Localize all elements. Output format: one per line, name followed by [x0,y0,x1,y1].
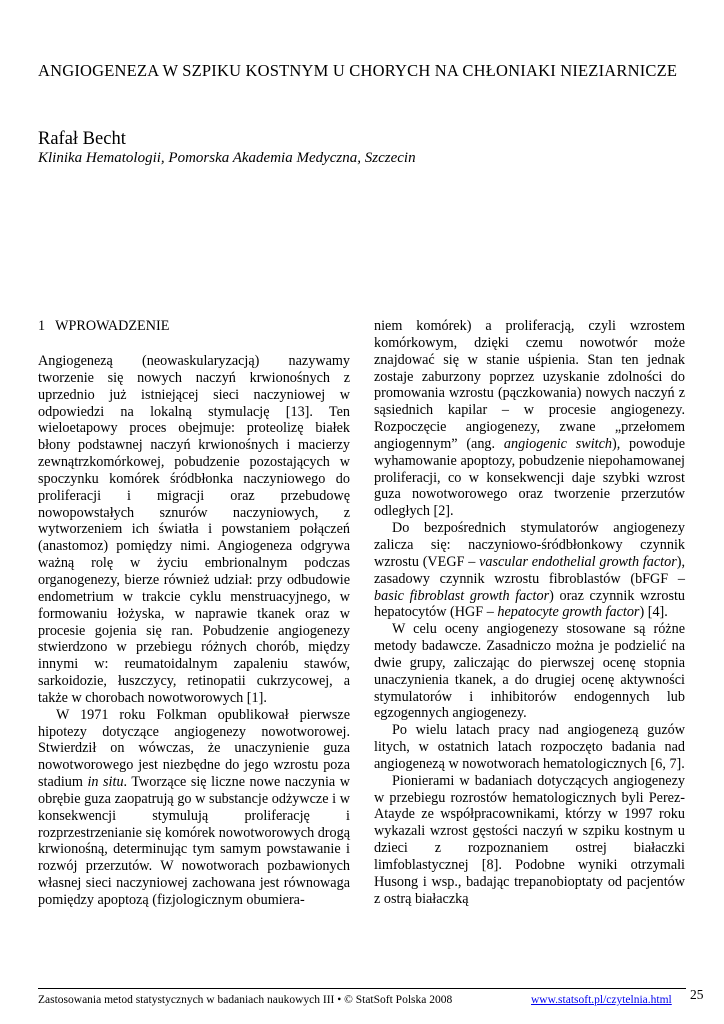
paragraph: niem komórek) a proliferacją, czyli wzrostem komórkowym, dzięki czemu nowotwór może znajdować się w stanie uśpienia. Stan ten jednak zostaje zaburzony poprzez uzyskanie zdolności do promowania wzrostu (pączkowania) nowych naczyń z sąsiednich kapilar – w procesie angiogenezy. Rozpoczęcie angiogenezy, zwane „przełomem angiogennym” (ang. angiogenic switch), powoduje wyhamowanie apoptozy, pobudzenie niepohamowanej proliferacji, co w konsekwencji daje szybki wzrost guza nowotworowego oraz tworzenie przerzutów odległych [2]. [374,318,685,520]
paragraph: Angiogenezą (neowaskularyzacją) nazywamy tworzenie się nowych naczyń krwionośnych z uprzednio już istniejącej sieci naczyniowej w odpowiedzi na lokalną stymulację [13]. Ten wieloetapowy proces obejmuje: proteolizę białek błony podstawnej naczyń krwionośnych i macierzy zewnątrzkomórkowej, pobudzenie pozostających w spoczynku komórek śródbłonka naczyniowego do proliferacji i migracji oraz przebudowę nowopowstałych sznurów naczyniowych, z wytworzeniem ich światła i powstaniem połączeń (anastomoz) pomiędzy nimi. Angiogeneza odgrywa ważną rolę w życiu embrionalnym podczas organogenezy, bierze również udział: przy odbudowie endometrium w trakcie cyklu menstruacyjnego, w formowaniu łożyska, w naprawie tkanek oraz w procesie gojenia się ran. Pobudzenie angiogenezy stwierdzono w przebiegu różnych chorób, między innymi w: reumatoidalnym zapaleniu stawów, sarkoidozie, łuszczycy, retinopatii cukrzycowej, a także w chorobach nowotworowych [1]. [38,353,350,706]
paragraph: Po wielu latach pracy nad angiogenezą guzów litych, w ostatnich latach rozpoczęto badania nad angiogenezą w nowotworach hematologicznych [6, 7]. [374,722,685,772]
author-affiliation: Klinika Hematologii, Pomorska Akademia Medyczna, Szczecin [38,150,416,166]
author-name: Rafał Becht [38,129,126,149]
right-column [374,318,685,908]
footer-divider [38,988,686,989]
paragraph: W 1971 roku Folkman opublikował pierwsze hipotezy dotyczące angiogenezy nowotworowej. Stwierdził on wówczas, że unaczynienie guza nowotworowego jest niezbędne do jego wzrostu poza stadium in situ. Tworzące się liczne nowe naczynia w obrębie guza zaopatrują go w substancje odżywcze i w konsekwencji stymulują proliferację i rozprzestrzenianie się komórek nowotworowych drogą krwionośną, determinując tym samym powstawanie i rozwój przerzutów. W nowotworach pozbawionych własnej sieci naczyniowej zachowana jest równowaga pomiędzy apoptozą (fizjologicznym obumiera- [38,706,351,908]
paragraph: Pionierami w badaniach dotyczących angiogenezy w przebiegu rozrostów hematologicznych byli Perez-Atayde ze współpracownikami, którzy w 1997 roku wykazali wzrost gęstości naczyń w szpiku kostnym u dzieci z rozpoznaniem ostrej białaczki limfoblastycznej [8]. Podobne wyniki otrzymali Husong i wsp., badając trepanobioptaty od pacjentów z ostrą białaczką [374,772,685,907]
footer-link[interactable]: www.statsoft.pl/czytelnia.html [531,994,672,1006]
section-title: WPROWADZENIE [55,318,170,334]
section-number: 1 [38,318,46,334]
left-column [38,318,350,909]
footer-text: Zastosowania metod statystycznych w badaniach naukowych III • © StatSoft Polska 2008 [38,994,453,1006]
paragraph: W celu oceny angiogenezy stosowane są różne metody badawcze. Zasadniczo można je podzielić na dwie grupy, zaliczając do pierwszej ocenę stopnia unaczynienia tkanek, a do drugiej ocenę aktywności stymulatorów i inhibitorów endogennych lub egzogennych angiogenezy. [374,621,685,722]
page-number: 25 [690,987,704,1002]
paragraph: Do bezpośrednich stymulatorów angiogenezy zalicza się: naczyniowo-śródbłonkowy czynnik wzrostu (VEGF – vascular endothelial growth factor), zasadowy czynnik wzrostu fibroblastów (bFGF – basic fibroblast growth factor) oraz czynnik wzrostu hepatocytów (HGF – hepatocyte growth factor) [4]. [374,520,685,621]
article-title: ANGIOGENEZA W SZPIKU KOSTNYM U CHORYCH NA CHŁONIAKI NIEZIARNICZE [38,61,678,80]
section-heading [38,318,350,335]
